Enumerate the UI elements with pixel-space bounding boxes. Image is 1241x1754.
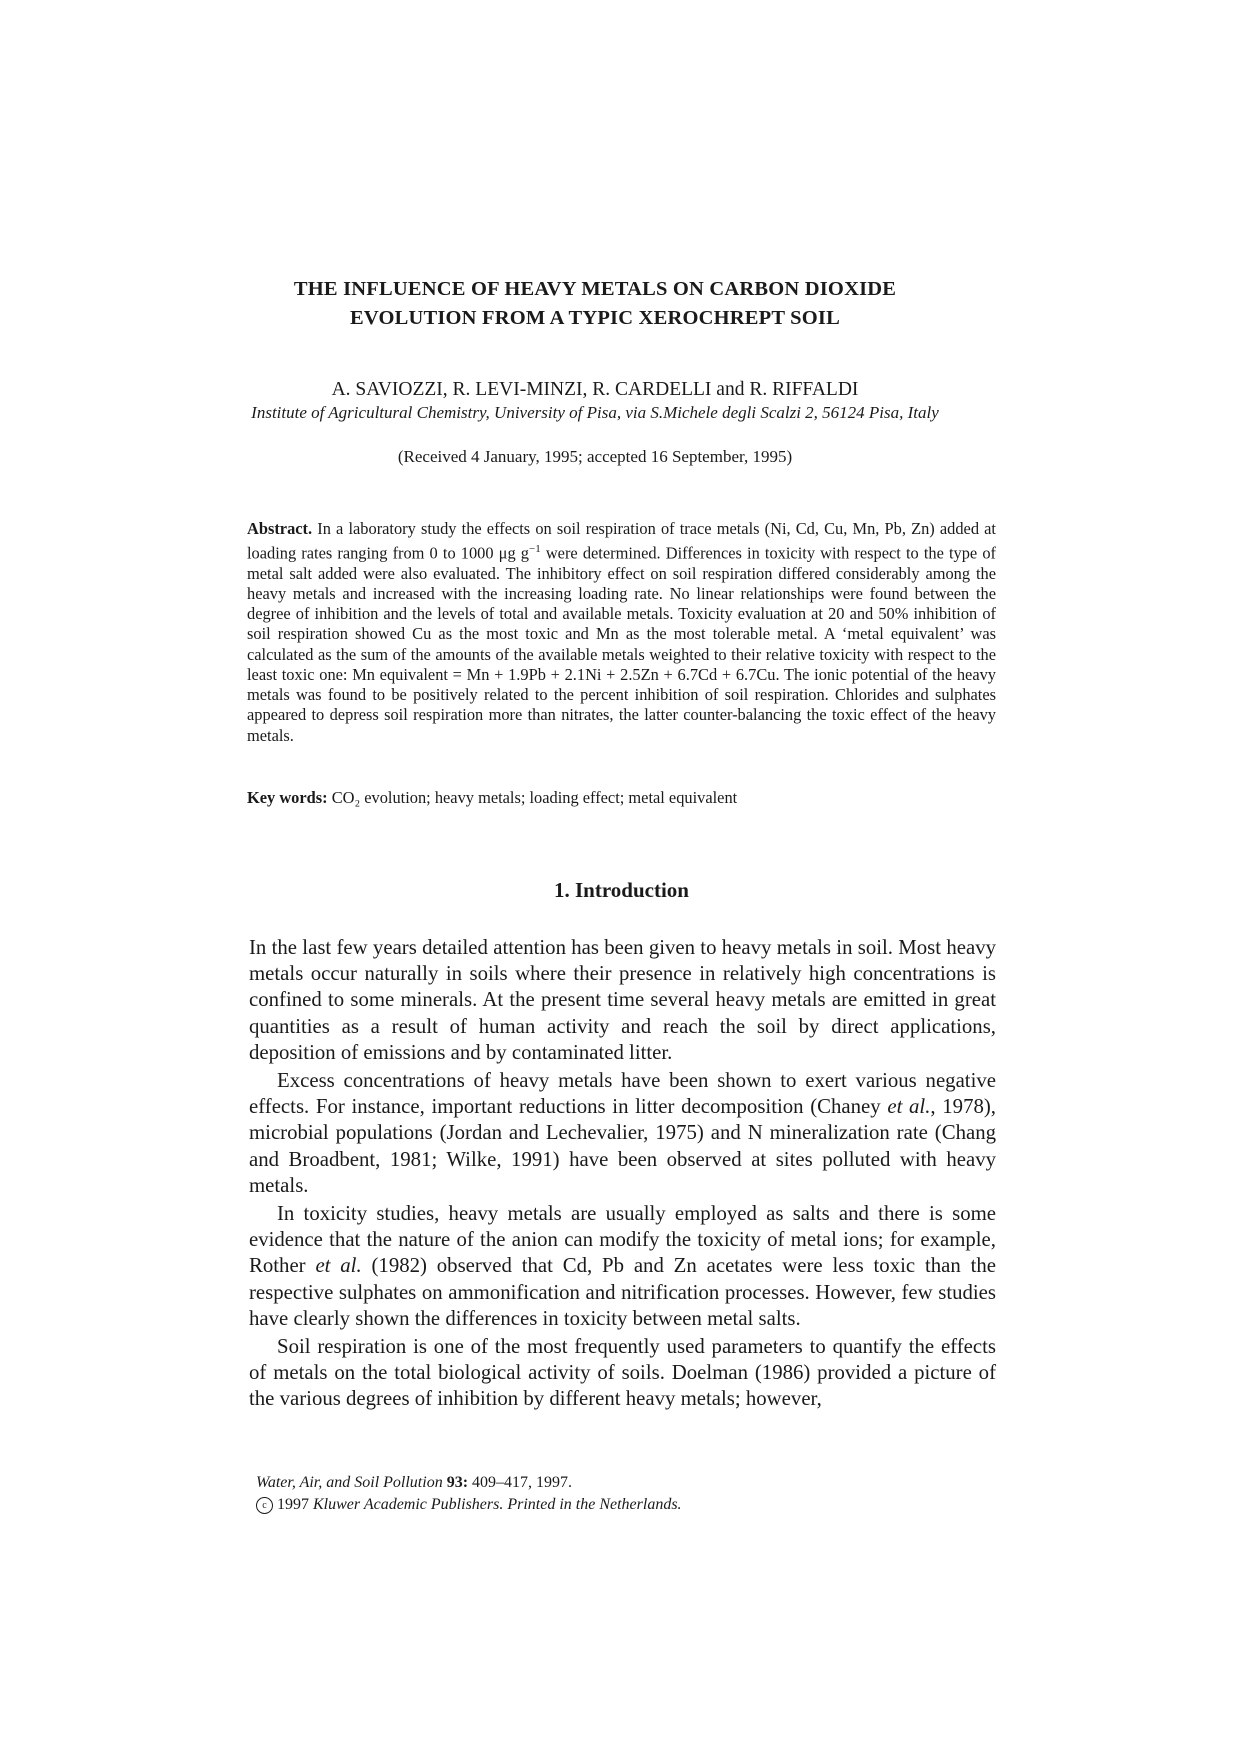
- introduction-body: [249, 935, 996, 1413]
- abstract-label: Abstract.: [247, 519, 313, 538]
- received-dates: (Received 4 January, 1995; accepted 16 September, 1995): [397, 447, 793, 466]
- author-list: A. SAVIOZZI, R. LEVI-MINZI, R. CARDELLI and R. RIFFALDI: [331, 379, 859, 400]
- paragraph-4: Soil respiration is one of the most frequently used parameters to quantify the effects of metals on the total biological activity of soils. Doelman (1986) provided a picture of the various degrees of inhibition by different heavy metals; however,: [249, 1335, 996, 1411]
- abstract: [247, 519, 996, 746]
- affiliation: Institute of Agricultural Chemistry, University of Pisa, via S.Michele degli Scalzi 2, 56124 Pisa, Italy: [251, 403, 939, 422]
- abstract-text-part2: were determined. Differences in toxicity with respect to the type of metal salt added were also evaluated. The inhibitory effect on soil respiration differed considerably among the heavy metals and increased with the increasing loading rate. No linear relationships were found between the degree of inhibition and the levels of total and available metals. Toxicity evaluation at 20 and 50% inhibition of soil respiration showed Cu as the most toxic and Mn as the most tolerable metal. A ‘metal equivalent’ was calculated as the sum of the amounts of the available metals weighted to their relative toxicity with respect to the least toxic one: Mn equivalent = Mn + 1.9Pb + 2.1Ni + 2.5Zn + 6.7Cd + 6.7Cu. The ionic potential of the heavy metals was found to be positively related to the percent inhibition of soil respiration. Chlorides and sulphates appeared to depress soil respiration more than nitrates, the latter counter-balancing the toxic effect of the heavy metals.: [247, 543, 996, 745]
- keywords-label: Key words:: [247, 788, 328, 807]
- title-line-2: EVOLUTION FROM A TYPIC XEROCHREPT SOIL: [350, 307, 840, 329]
- keywords-text: CO₂ evolution; heavy metals; loading effect; metal equivalent: [331, 788, 738, 807]
- publisher: Kluwer Academic Publishers. Printed in the Netherlands.: [313, 1496, 682, 1513]
- journal-citation: [256, 1472, 996, 1494]
- paragraph-3-part-b: (1982) observed that Cd, Pb and Zn acetates were less toxic than the respective sulphates on ammonification and nitrification processes. However, few studies have clearly shown the differences in toxicity between metal salts.: [249, 1254, 996, 1330]
- paragraph-3-part-a: In toxicity studies, heavy metals are usually employed as salts and there is some evidence that the nature of the anion can modify the toxicity of metal ions; for example, Rother: [249, 1202, 996, 1278]
- paper-title: [240, 275, 950, 333]
- journal-name: Water, Air, and Soil Pollution: [256, 1474, 443, 1491]
- journal-volume: 93:: [446, 1474, 469, 1491]
- title-line-1: THE INFLUENCE OF HEAVY METALS ON CARBON DIOXIDE: [293, 278, 897, 300]
- paragraph-1: In the last few years detailed attention has been given to heavy metals in soil. Most heavy metals occur naturally in soils where their presence in relatively high concentrations is confined to some minerals. At the present time several heavy metals are emitted in great quantities as a result of human activity and reach the soil by direct applications, deposition of emissions and by contaminated litter.: [249, 936, 996, 1064]
- journal-pages: 409–417, 1997.: [468, 1474, 573, 1491]
- copyright-year: 1997: [277, 1496, 309, 1513]
- copyright-line: [256, 1494, 996, 1516]
- paragraph-2-part-a: Excess concentrations of heavy metals have been shown to exert various negative effects. For instance, important reductions in litter decomposition (Chaney: [249, 1069, 996, 1119]
- paragraph-2-et-al: et al.: [887, 1095, 931, 1119]
- copyright-icon: c: [256, 1497, 273, 1514]
- paragraph-3-et-al: et al.: [315, 1254, 362, 1278]
- paragraph-2: [249, 1068, 996, 1199]
- keywords: [247, 787, 996, 808]
- page-footer: [256, 1472, 996, 1516]
- section-heading-introduction: 1. Introduction: [554, 878, 689, 902]
- paragraph-3: [249, 1201, 996, 1332]
- abstract-superscript: −1: [529, 543, 541, 556]
- paragraph-2-part-b: , 1978), microbial populations (Jordan and Lechevalier, 1975) and N mineralization rate (Chang and Broadbent, 1981; Wilke, 1991) have been observed at sites polluted with heavy metals.: [249, 1095, 996, 1197]
- abstract-text-part1: In a laboratory study the effects on soil respiration of trace metals (Ni, Cd, Cu, Mn, Pb, Zn) added at loading rates ranging from 0 to 1000 μg g: [247, 519, 996, 563]
